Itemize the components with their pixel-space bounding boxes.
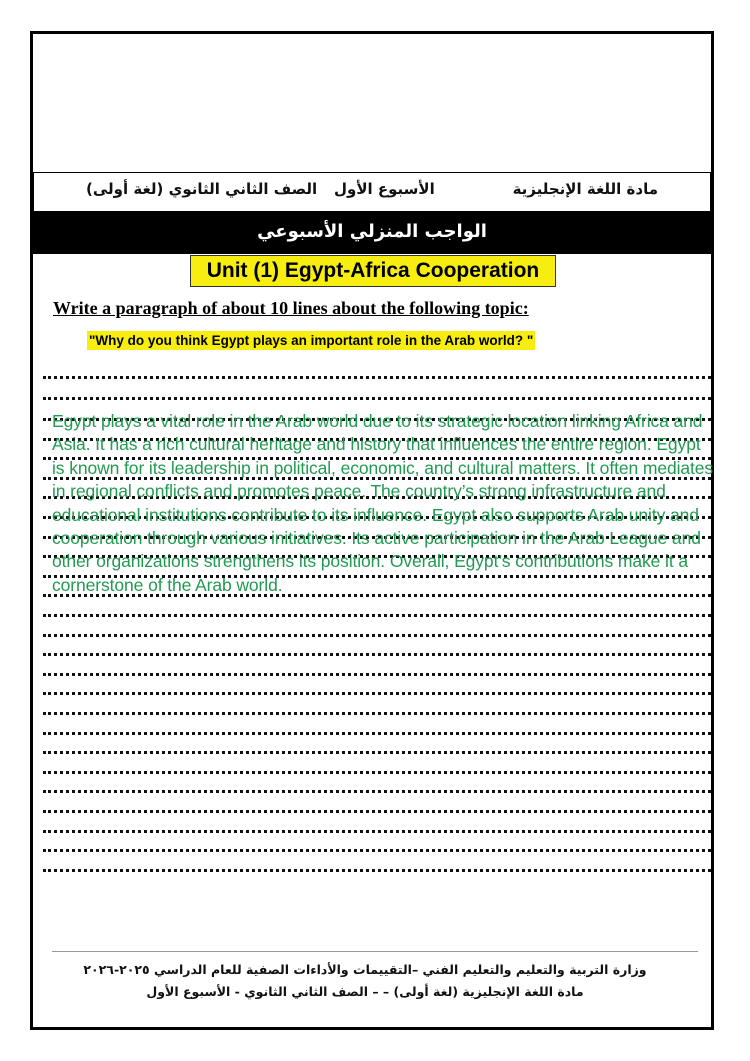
dotted-writing-line	[43, 869, 711, 872]
footer-divider	[52, 951, 698, 952]
instruction-text: Write a paragraph of about 10 lines about the following topic:	[53, 298, 529, 318]
dotted-writing-line	[43, 771, 711, 774]
subject-label: مادة اللغة الإنجليزية	[512, 180, 658, 198]
dotted-writing-line	[43, 751, 711, 754]
dotted-writing-line	[43, 614, 711, 617]
info-bar	[33, 172, 711, 212]
week-label: الأسبوع الأول	[334, 180, 435, 198]
dotted-writing-line	[43, 790, 711, 793]
dotted-writing-line	[43, 653, 711, 656]
answer-paragraph: Egypt plays a vital role in the Arab world due to its strategic location linking Africa and Asia. It has a rich cultural heritage and history that influences the entire region. Egypt is known for its leadership in political, economic, and cultural matters. It often mediates in regional conflicts and promotes peace. The country’s strong infrastructure and educational institutions contribute to its influence. Egypt also supports Arab unity and cooperation through various initiatives. Its active participation in the Arab League and other organizations strengthens its position. Overall, Egypt’s contributions make it a cornerstone of the Arab world.	[52, 411, 714, 595]
homework-banner: الواجب المنزلي الأسبوعي	[33, 212, 711, 254]
dotted-writing-line	[43, 692, 711, 695]
grade-label: الصف الثاني الثانوي (لغة أولى)	[86, 180, 318, 198]
dotted-writing-line	[43, 397, 711, 400]
dotted-writing-line	[43, 830, 711, 833]
dotted-writing-line	[43, 712, 711, 715]
dotted-writing-line	[43, 673, 711, 676]
footer-subject-line: مادة اللغة الإنجليزية (لغة أولى) – – الصف الثاني الثانوي - الأسبوع الأول	[146, 984, 584, 999]
dotted-writing-line	[43, 376, 711, 379]
question-text: "Why do you think Egypt plays an important role in the Arab world? "	[89, 333, 534, 348]
dotted-writing-line	[43, 634, 711, 637]
dotted-writing-line	[43, 810, 711, 813]
dotted-writing-line	[43, 849, 711, 852]
unit-title: Unit (1) Egypt-Africa Cooperation	[190, 255, 556, 287]
dotted-writing-line	[43, 732, 711, 735]
footer-ministry-line: وزارة التربية والتعليم والتعليم الفني –التقييمات والأداءات الصفية للعام الدراسي ٢٠٢٥-٢٠٢٦	[83, 962, 647, 977]
